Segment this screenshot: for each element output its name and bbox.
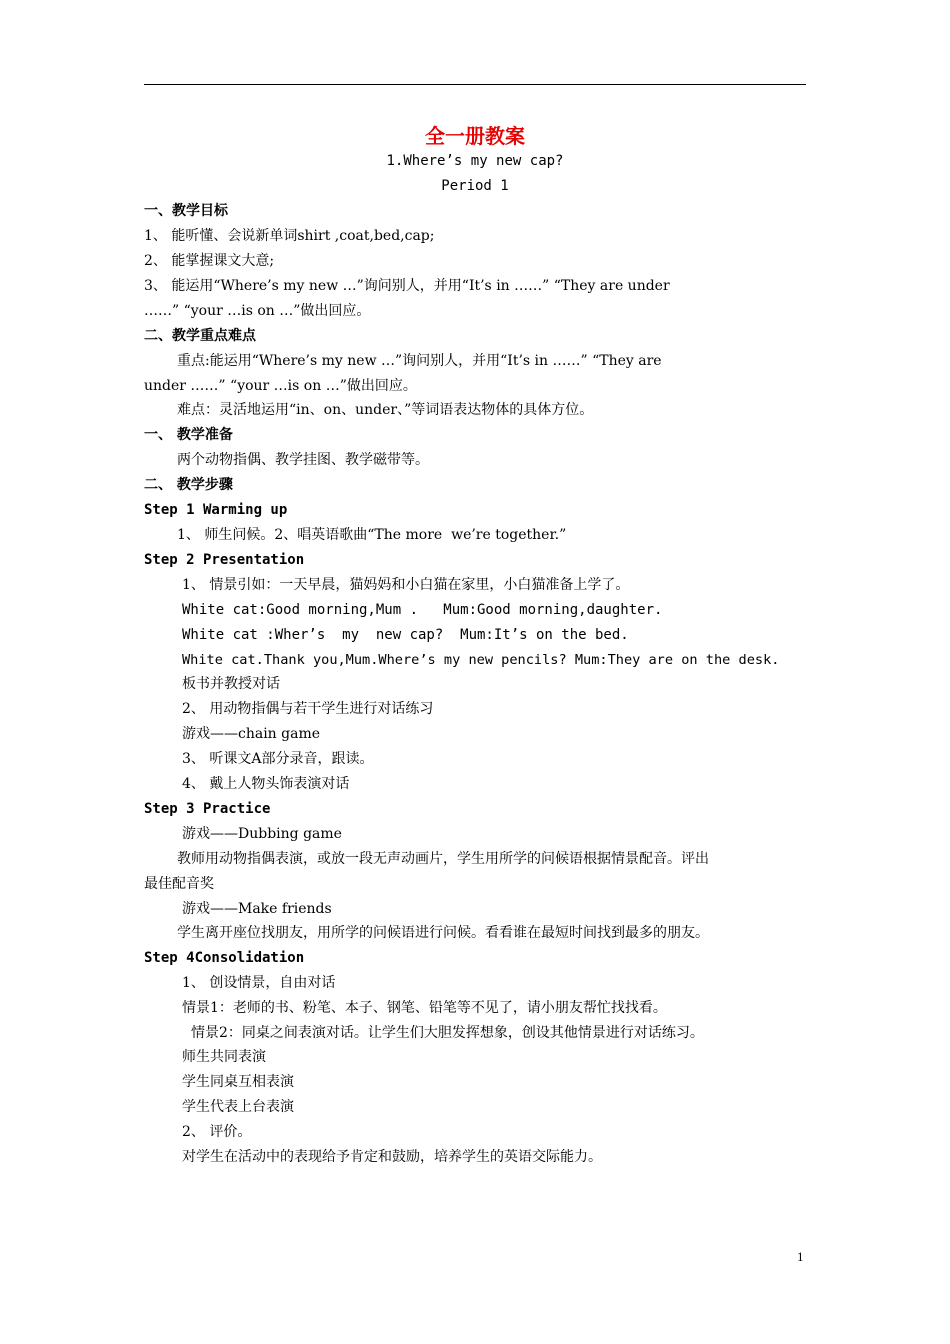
step-2-line-1: 1、 情景引如：一天早晨，猫妈妈和小白猫在家里，小白猫准备上学了。	[182, 577, 630, 593]
objective-line-4: ……” “your …is on …”做出回应。	[144, 303, 371, 319]
step-4-line-6: 学生代表上台表演	[182, 1099, 294, 1115]
document-title: 全一册教案	[425, 124, 525, 148]
step-3-line-3: 最佳配音奖	[144, 876, 214, 892]
step-2-line-8: 3、 听课文A部分录音，跟读。	[182, 751, 374, 767]
step-2-heading: Step 2 Presentation	[144, 552, 305, 568]
step-2-line-5: 板书并教授对话	[182, 676, 280, 692]
preparation-line: 两个动物指偶、教学挂图、教学磁带等。	[177, 452, 429, 468]
section-heading-key-points: 二、教学重点难点	[144, 328, 256, 344]
key-point-line-2: under ……” “your …is on …”做出回应。	[144, 378, 417, 394]
page-number: 1	[797, 1249, 804, 1264]
objective-line-1: 1、 能听懂、会说新单词shirt ,coat,bed,cap;	[144, 228, 435, 244]
step-1-heading: Step 1 Warming up	[144, 502, 288, 518]
step-1-line: 1、 师生问候。2、唱英语歌曲“The more we’re together.”	[177, 527, 567, 543]
step-4-line-8: 对学生在活动中的表现给予肯定和鼓励，培养学生的英语交际能力。	[182, 1149, 602, 1165]
section-heading-objectives: 一、教学目标	[144, 203, 228, 219]
step-3-line-1: 游戏——Dubbing game	[182, 826, 342, 842]
step-4-line-4: 师生共同表演	[182, 1049, 266, 1065]
step-2-dialogue-2: White cat :Wher’s my new cap? Mum:It’s on the bed.	[182, 627, 629, 643]
difficulty-line: 难点：灵活地运用“in、on、under、”等词语表达物体的具体方位。	[177, 402, 594, 418]
step-4-line-1: 1、 创设情景，自由对话	[182, 975, 336, 991]
step-3-heading: Step 3 Practice	[144, 801, 271, 817]
section-heading-preparation: 一、 教学准备	[144, 427, 233, 443]
section-heading-steps: 二、 教学步骤	[144, 477, 233, 493]
step-4-line-7: 2、 评价。	[182, 1124, 252, 1140]
step-4-line-2: 情景1：老师的书、粉笔、本子、钢笔、铅笔等不见了，请小朋友帮忙找找看。	[182, 1000, 667, 1016]
key-point-line-1: 重点:能运用“Where’s my new …”询问别人，并用“It’s in ……” “They are	[177, 353, 662, 369]
step-2-line-7: 游戏——chain game	[182, 726, 321, 742]
step-2-line-9: 4、 戴上人物头饰表演对话	[182, 776, 350, 792]
header-rule	[144, 84, 806, 85]
objective-line-3: 3、 能运用“Where’s my new …”询问别人，并用“It’s in ……” “They are under	[144, 278, 670, 294]
lesson-title: 1.Where’s my new cap?	[386, 153, 564, 169]
step-4-heading: Step 4Consolidation	[144, 950, 305, 966]
period-label: Period 1	[441, 178, 509, 194]
step-3-line-2: 教师用动物指偶表演，或放一段无声动画片，学生用所学的问候语根据情景配音。评出	[177, 851, 709, 867]
objective-line-2: 2、 能掌握课文大意;	[144, 253, 275, 269]
step-3-line-5: 学生离开座位找朋友，用所学的问候语进行问候。看看谁在最短时间找到最多的朋友。	[177, 925, 709, 941]
step-2-dialogue-3: White cat.Thank you,Mum.Where’s my new pencils? Mum:They are on the desk.	[182, 652, 780, 668]
step-4-line-3: 情景2：同桌之间表演对话。让学生们大胆发挥想象，创设其他情景进行对话练习。	[191, 1025, 704, 1041]
step-2-dialogue-1: White cat:Good morning,Mum . Mum:Good morning,daughter.	[182, 602, 663, 618]
step-2-line-6: 2、 用动物指偶与若干学生进行对话练习	[182, 701, 434, 717]
step-4-line-5: 学生同桌互相表演	[182, 1074, 294, 1090]
step-3-line-4: 游戏——Make friends	[182, 901, 332, 917]
